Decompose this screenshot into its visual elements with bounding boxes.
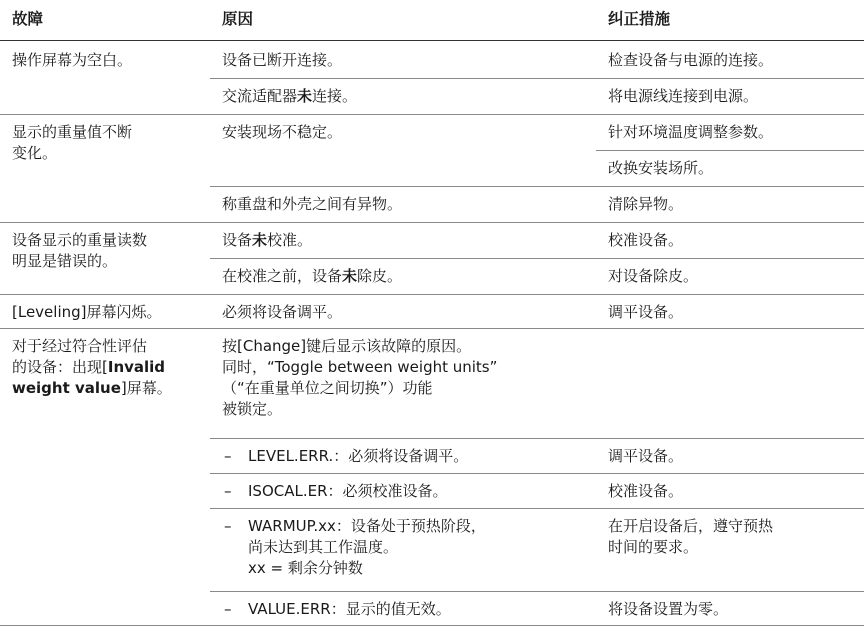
- cause-cell: WARMUP.xx：设备处于预热阶段， 尚未达到其工作温度。 xx = 剩余分钟数: [248, 517, 486, 577]
- fault-cell: 设备显示的重量读数 明显是错误的。: [12, 231, 148, 270]
- header-cause: 原因: [222, 10, 254, 28]
- cause-cell: ISOCAL.ER：必须校准设备。: [248, 482, 448, 500]
- fault-cell: [Leveling]屏幕闪烁。: [12, 303, 162, 321]
- row-divider: [0, 294, 864, 295]
- row-divider: [210, 473, 864, 474]
- remedy-cell: 调平设备。: [608, 447, 684, 465]
- dash-bullet: –: [224, 447, 232, 465]
- fault-cell: 对于经过符合性评估 的设备：出现[Invalid weight value]屏幕。: [12, 337, 172, 397]
- remedy-cell: 校准设备。: [608, 482, 684, 500]
- header-remedy: 纠正措施: [608, 10, 671, 28]
- header-divider: [0, 40, 864, 41]
- row-divider: [210, 438, 864, 439]
- remedy-cell: 调平设备。: [608, 303, 684, 321]
- row-divider: [0, 114, 864, 115]
- fault-cell: 显示的重量值不断 变化。: [12, 123, 133, 162]
- remedy-cell: 校准设备。: [608, 231, 684, 249]
- remedy-cell: 针对环境温度调整参数。: [608, 123, 774, 141]
- remedy-cell: 清除异物。: [608, 195, 684, 213]
- remedy-cell: 在开启设备后，遵守预热 时间的要求。: [608, 517, 774, 556]
- row-divider: [210, 591, 864, 592]
- remedy-cell: 改换安装场所。: [608, 159, 714, 177]
- cause-cell: 必须将设备调平。: [222, 303, 343, 321]
- cause-cell: 安装现场不稳定。: [222, 123, 343, 141]
- cause-cell: VALUE.ERR：显示的值无效。: [248, 600, 451, 618]
- cause-cell: 称重盘和外壳之间有异物。: [222, 195, 403, 213]
- table-bottom-border: [0, 625, 864, 626]
- remedy-cell: 对设备除皮。: [608, 267, 699, 285]
- row-divider: [210, 258, 864, 259]
- row-divider: [0, 222, 864, 223]
- remedy-cell: 将电源线连接到电源。: [608, 87, 759, 105]
- row-divider: [210, 508, 864, 509]
- row-divider: [210, 186, 864, 187]
- dash-bullet: –: [224, 517, 232, 535]
- cause-cell: 按[Change]键后显示该故障的原因。 同时，“Toggle between weight units” （“在重量单位之间切换”）功能 被锁定。: [222, 337, 498, 418]
- cause-cell: 在校准之前，设备未除皮。: [222, 267, 403, 285]
- remedy-cell: 检查设备与电源的连接。: [608, 51, 774, 69]
- dash-bullet: –: [224, 482, 232, 500]
- cause-cell: 设备未校准。: [222, 231, 313, 249]
- remedy-cell: 将设备设置为零。: [608, 600, 729, 618]
- cause-cell: 设备已断开连接。: [222, 51, 343, 69]
- row-divider: [210, 78, 864, 79]
- fault-cell: 操作屏幕为空白。: [12, 51, 133, 69]
- row-divider: [0, 328, 864, 329]
- cause-cell: LEVEL.ERR.：必须将设备调平。: [248, 447, 469, 465]
- header-fault: 故障: [12, 10, 44, 28]
- cause-cell: 交流适配器未连接。: [222, 87, 358, 105]
- dash-bullet: –: [224, 600, 232, 618]
- row-divider: [596, 150, 864, 151]
